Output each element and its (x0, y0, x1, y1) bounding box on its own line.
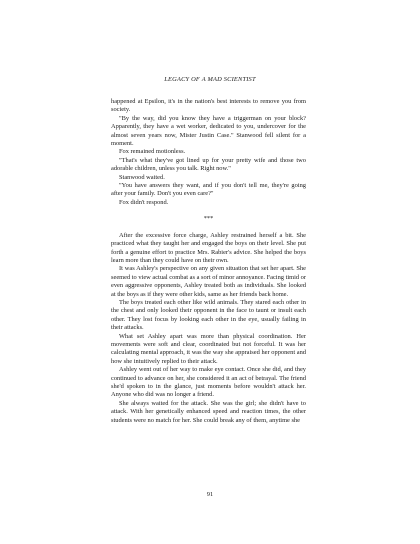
paragraph: Ashley went out of her way to make eye contact. Once she did, and they continued to advance on her, she considered it an act of betrayal. The friend she'd spoken to in the glance, just moments before wouldn't attack her. Anyone who did was no longer a friend. (111, 366, 306, 399)
paragraph: "You have answers they want, and if you don't tell me, they're going after your family. Don't you even care?" (111, 182, 306, 198)
scene-break: *** (203, 215, 214, 223)
paragraph: "By the way, did you know they have a triggerman on your block? Apparently, they have a wet worker, dedicated to you, undercover for the almost seven years now, Mister Justin Case." Stanwood fell silent for a moment. (111, 114, 306, 148)
paragraph: Fox remained motionless. (119, 148, 186, 156)
running-header: LEGACY OF A MAD SCIENTIST (164, 76, 256, 83)
paragraph: happened at Epsilon, it's in the nation's best interests to remove you from society. (111, 98, 306, 114)
paragraph: The boys treated each other like wild animals. They stared each other in the chest and only looked their opponent in the face to taunt or insult each other. They lost focus by looking each other in the eye, usually failing in their attacks. (111, 298, 306, 332)
paragraph: After the excessive force charge, Ashley restrained herself a bit. She practiced what they taught her and engaged the boys on their level. She put forth a genuine effort to practice Mrs. Rabier's advice. She helped the boys learn more than they could have on their own. (111, 231, 306, 264)
paragraph: It was Ashley's perspective on any given situation that set her apart. She seemed to view actual combat as a sort of minor annoyance. Facing timid or even aggressive opponents, Ashley treated both as individuals. She looked at the boys as if they were other kids, same as her friends back home. (111, 265, 306, 298)
paragraph: What set Ashley apart was more than physical coordination. Her movements were soft and clear, coordinated but not forceful. It was her calculating mental approach, it was the way she appraised her opponent and how she intuitively replied to their attack. (111, 332, 306, 365)
paragraph: Fox didn't respond. (119, 198, 169, 206)
paragraph: Stanwood waited. (119, 173, 165, 181)
paragraph: "That's what they've got lined up for your pretty wife and those two adorable children, unless you talk. Right now." (111, 156, 306, 173)
paragraph: She always waited for the attack. She was the girl; she didn't have to attack. With her genetically enhanced speed and reaction times, the other students were no match for her. She could break any of them, anytime she (111, 399, 306, 424)
body-text (111, 98, 306, 425)
page-number: 91 (206, 491, 214, 498)
